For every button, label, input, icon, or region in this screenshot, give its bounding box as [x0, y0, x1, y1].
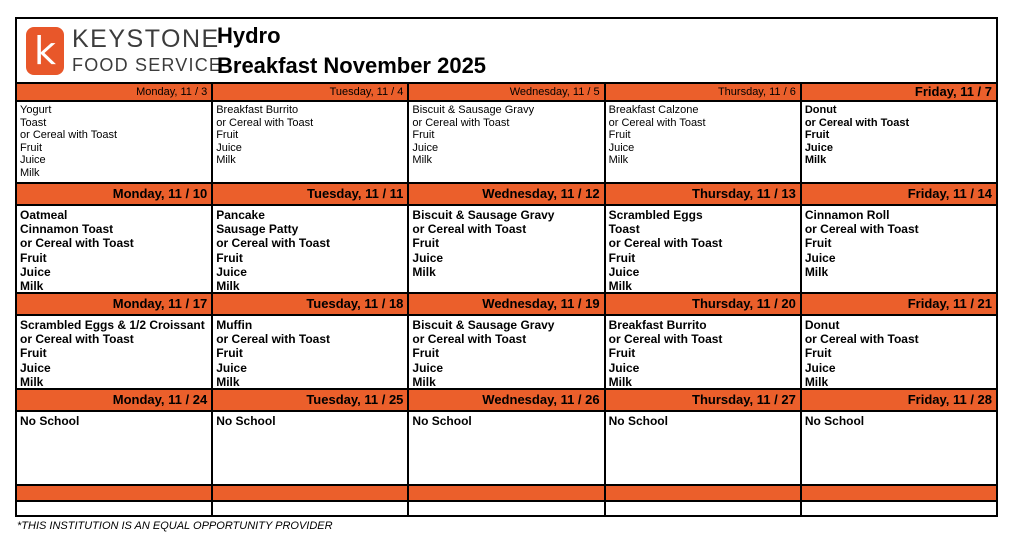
- day-header: Thursday, 11 / 6: [606, 84, 802, 100]
- day-menu: [409, 206, 605, 292]
- menu-item: or Cereal with Toast: [412, 222, 527, 237]
- menu-item: Fruit: [804, 346, 832, 361]
- menu-item: Scrambled Eggs & 1/2 Croissant: [20, 318, 205, 332]
- menu-item: Biscuit & Sausage Gravy: [412, 208, 555, 222]
- menu-item: or Cereal with Toast: [20, 332, 134, 347]
- menu-item: Cinnamon Toast: [20, 222, 114, 237]
- day-header: Friday, 11 / 7: [914, 84, 993, 99]
- day-header: Friday, 11 / 21: [907, 296, 993, 311]
- menu-item: Fruit: [804, 129, 830, 141]
- day-header: Tuesday, 11 / 18: [213, 294, 409, 314]
- day-menu: [213, 102, 409, 182]
- logo-badge-icon: [26, 27, 64, 75]
- menu-item: Biscuit & Sausage Gravy: [412, 318, 555, 332]
- menu-item: Fruit: [608, 129, 631, 141]
- day-header: Tuesday, 11 / 25: [213, 390, 409, 410]
- day-menu: [802, 206, 996, 292]
- menu-item: Juice: [412, 141, 439, 154]
- week-2-menu: [17, 206, 996, 294]
- day-menu: [802, 412, 996, 484]
- menu-item: Donut: [804, 104, 837, 116]
- menu-item: No School: [804, 414, 865, 428]
- menu-item: Fruit: [608, 346, 636, 361]
- day-header-empty: [802, 486, 996, 500]
- menu-item: Muffin: [216, 318, 253, 332]
- logo-line-2: FOOD SERVICE: [72, 55, 223, 75]
- day-header: Monday, 11 / 3: [17, 84, 213, 100]
- day-header: Thursday, 11 / 27: [606, 390, 802, 410]
- menu-item: Fruit: [20, 250, 47, 265]
- menu-item: or Cereal with Toast: [804, 116, 910, 129]
- day-header-empty: [17, 486, 213, 500]
- day-menu: [606, 206, 802, 292]
- menu-item: Juice: [804, 250, 836, 265]
- menu-item: or Cereal with Toast: [804, 222, 919, 237]
- day-menu: [409, 412, 605, 484]
- menu-item: Scrambled Eggs: [608, 208, 703, 222]
- menu-item: Juice: [20, 360, 51, 375]
- week-2-header: [17, 184, 996, 206]
- day-menu: [17, 316, 213, 388]
- day-menu: [17, 206, 213, 292]
- menu-item: No School: [216, 414, 276, 428]
- day-menu: [802, 316, 996, 388]
- menu-item: Juice: [20, 154, 46, 166]
- calendar-header: [17, 19, 996, 84]
- menu-item: Juice: [608, 141, 635, 154]
- menu-item: Breakfast Calzone: [608, 104, 699, 116]
- menu-item: Fruit: [20, 141, 42, 154]
- menu-item: Toast: [20, 116, 47, 129]
- menu-item: Fruit: [216, 250, 243, 265]
- menu-item: Milk: [412, 374, 436, 388]
- day-header: Wednesday, 11 / 19: [409, 294, 605, 314]
- menu-item: Fruit: [216, 346, 243, 361]
- menu-item: Juice: [608, 264, 640, 279]
- week-1-menu: [17, 102, 996, 184]
- menu-item: Milk: [608, 154, 629, 166]
- menu-calendar: [15, 17, 998, 517]
- keystone-logo: [26, 25, 223, 77]
- menu-item: Breakfast Burrito: [608, 318, 707, 332]
- menu-item: or Cereal with Toast: [412, 116, 510, 129]
- day-menu: [802, 102, 996, 182]
- menu-item: Juice: [608, 360, 640, 375]
- menu-item: Milk: [216, 374, 240, 388]
- menu-item: Sausage Patty: [216, 222, 299, 237]
- menu-item: Milk: [804, 374, 829, 388]
- day-header: Monday, 11 / 10: [17, 184, 213, 204]
- day-header-empty: [213, 486, 409, 500]
- menu-item: Fruit: [20, 346, 47, 361]
- menu-item: Milk: [608, 374, 632, 388]
- menu-item: or Cereal with Toast: [20, 236, 134, 251]
- day-header: Monday, 11 / 17: [17, 294, 213, 314]
- week-5-header: [17, 486, 996, 502]
- day-menu: [409, 102, 605, 182]
- day-header: Friday, 11 / 28: [907, 392, 993, 407]
- menu-item: Milk: [804, 154, 827, 166]
- week-3-menu: [17, 316, 996, 390]
- day-header-empty: [409, 486, 605, 500]
- menu-item: Milk: [216, 279, 240, 292]
- menu-item: Fruit: [412, 129, 435, 141]
- menu-item: Juice: [216, 360, 247, 375]
- day-header: Tuesday, 11 / 11: [213, 184, 409, 204]
- day-header-empty: [606, 486, 802, 500]
- menu-item: Pancake: [216, 208, 265, 222]
- week-4-menu: [17, 412, 996, 486]
- menu-item: or Cereal with Toast: [412, 332, 527, 347]
- page-subtitle: Breakfast November 2025: [217, 53, 487, 78]
- menu-item: or Cereal with Toast: [804, 332, 919, 347]
- menu-item: Oatmeal: [20, 208, 68, 222]
- day-menu: [409, 316, 605, 388]
- day-menu-empty: [17, 502, 213, 517]
- menu-item: or Cereal with Toast: [608, 332, 723, 347]
- menu-item: Juice: [412, 360, 444, 375]
- menu-item: Juice: [804, 141, 833, 154]
- day-menu: [213, 412, 409, 484]
- menu-item: Biscuit & Sausage Gravy: [412, 104, 535, 116]
- menu-item: No School: [20, 414, 80, 428]
- day-menu-empty: [213, 502, 409, 517]
- menu-item: Fruit: [412, 346, 440, 361]
- menu-item: Cinnamon Roll: [804, 208, 890, 222]
- menu-item: Milk: [412, 154, 432, 166]
- menu-grid: [17, 84, 996, 517]
- day-menu: [213, 206, 409, 292]
- day-menu: [17, 102, 213, 182]
- menu-item: Fruit: [412, 236, 440, 251]
- menu-item: Milk: [804, 264, 829, 279]
- equal-opportunity-disclaimer: *THIS INSTITUTION IS AN EQUAL OPPORTUNITY PROVIDER: [17, 520, 333, 532]
- menu-item: Juice: [216, 264, 247, 279]
- menu-item: Yogurt: [20, 104, 52, 116]
- menu-item: Fruit: [216, 129, 239, 141]
- menu-item: or Cereal with Toast: [20, 129, 118, 141]
- day-menu: [606, 316, 802, 388]
- menu-item: Breakfast Burrito: [216, 104, 299, 116]
- day-header: Tuesday, 11 / 4: [213, 84, 409, 100]
- day-header: Wednesday, 11 / 26: [409, 390, 605, 410]
- day-menu-empty: [409, 502, 605, 517]
- menu-item: Juice: [804, 360, 836, 375]
- day-header: Thursday, 11 / 13: [606, 184, 802, 204]
- menu-item: Milk: [216, 154, 236, 166]
- menu-item: Milk: [20, 374, 44, 388]
- menu-item: or Cereal with Toast: [608, 116, 706, 129]
- page-title: Hydro: [217, 23, 281, 48]
- menu-item: Milk: [412, 264, 436, 279]
- week-4-header: [17, 390, 996, 412]
- day-header: Thursday, 11 / 20: [606, 294, 802, 314]
- menu-item: Donut: [804, 318, 840, 332]
- week-3-header: [17, 294, 996, 316]
- menu-item: Toast: [608, 222, 640, 237]
- menu-item: or Cereal with Toast: [216, 332, 331, 347]
- menu-item: Milk: [20, 166, 40, 179]
- day-header: Friday, 11 / 14: [907, 186, 993, 201]
- day-header: Wednesday, 11 / 12: [409, 184, 605, 204]
- menu-item: No School: [608, 414, 668, 428]
- day-menu-empty: [802, 502, 996, 517]
- menu-item: or Cereal with Toast: [216, 236, 331, 251]
- menu-item: or Cereal with Toast: [216, 116, 314, 129]
- day-header: Monday, 11 / 24: [17, 390, 213, 410]
- menu-item: No School: [412, 414, 472, 428]
- menu-item: Milk: [608, 279, 632, 292]
- week-5-menu: [17, 502, 996, 517]
- week-1-header: [17, 84, 996, 102]
- menu-item: Milk: [20, 279, 44, 292]
- day-menu: [213, 316, 409, 388]
- menu-item: Juice: [216, 141, 242, 154]
- logo-letter: k: [33, 29, 56, 73]
- logo-line-1: KEYSTONE: [72, 25, 220, 53]
- day-menu: [606, 102, 802, 182]
- menu-item: Fruit: [804, 236, 832, 251]
- day-menu: [17, 412, 213, 484]
- menu-item: Juice: [20, 264, 51, 279]
- day-header: Wednesday, 11 / 5: [409, 84, 605, 100]
- day-menu-empty: [606, 502, 802, 517]
- day-menu: [606, 412, 802, 484]
- menu-item: Fruit: [608, 250, 636, 265]
- menu-item: or Cereal with Toast: [608, 236, 723, 251]
- menu-item: Juice: [412, 250, 444, 265]
